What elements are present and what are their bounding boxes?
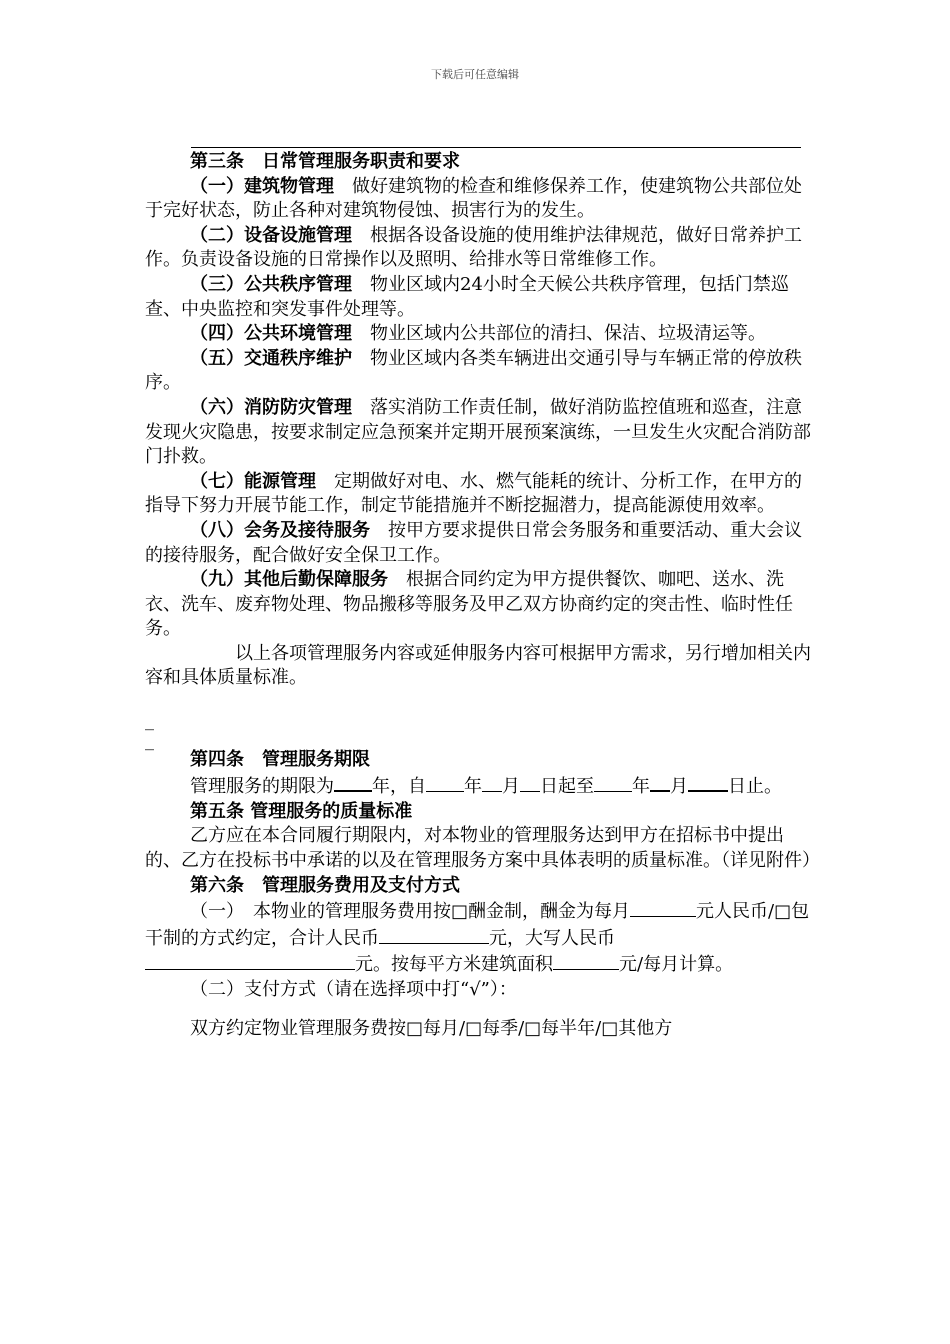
art6-para-3: 双方约定物业管理服务费按□每月/□每季/□每半年/□其他方 <box>190 1017 673 1039</box>
article-6-title: 第六条 管理服务费用及支付方式 <box>190 874 460 896</box>
art3-item-9: （九）其他后勤保障服务 根据合同约定为甲方提供餐饮、咖吧、送水、洗衣、洗车、废弃物处理、物品搬移等服务及甲乙双方协商约定的突击性、临时性任务。 <box>145 569 793 640</box>
blank-end-day[interactable] <box>688 772 728 792</box>
art4-text: 管理服务的期限为 年，自 年 月 日起至 年 月 日止。 <box>145 772 817 800</box>
blank-amount-in-words[interactable] <box>145 951 355 970</box>
blank-end-month[interactable] <box>650 772 670 792</box>
art5-text: 乙方应在本合同履行期限内，对本物业的管理服务达到甲方在招标书中提出的、乙方在投标书中承诺的以及在管理服务方案中具体表明的质量标准。（详见附件） <box>145 825 820 872</box>
blank-price-per-sqm[interactable] <box>553 951 619 970</box>
art3-item-5: （五）交通秩序维护 物业区域内各类车辆进出交通引导与车辆正常的停放秩序。 <box>145 347 802 394</box>
art3-item-6: （六）消防防灾管理 落实消防工作责任制，做好消防监控值班和巡查，注意发现火灾隐患，按要求制定应急预案并定期开展预案演练，一旦发生火灾配合消防部门扑救。 <box>145 396 811 468</box>
header-rule <box>191 147 801 148</box>
art6-para-1: （一） 本物业的管理服务费用按□酬金制，酬金为每月 元人民币/□包干制的方式约定，合计人民币 元，大写人民币元。按每平方米建筑面积 元/每月计算。 <box>145 898 817 978</box>
blank-start-month[interactable] <box>482 773 502 792</box>
article-5-title: 第五条 管理服务的质量标准 <box>190 800 413 822</box>
separator-dash-2: _ <box>145 729 154 751</box>
art6-para-2: （二）支付方式（请在选择项中打“√”）： <box>190 979 517 1000</box>
article-4-title: 第四条 管理服务期限 <box>190 748 370 770</box>
art3-item-4: （四）公共环境管理 物业区域内公共部位的清扫、保洁、垃圾清运等。 <box>190 323 766 345</box>
art3-item-8: （八）会务及接待服务 按甲方要求提供日常会务服务和重要活动、重大会议的接待服务，配合做好安全保卫工作。 <box>145 519 802 566</box>
blank-start-year[interactable] <box>426 773 464 792</box>
blank-total-amount[interactable] <box>379 925 489 944</box>
blank-end-year[interactable] <box>594 773 632 792</box>
art3-item-7: （七）能源管理 定期做好对电、水、燃气能耗的统计、分析工作，在甲方的指导下努力开展节能工作，制定节能措施并不断挖掘潜力，提高能源使用效率。 <box>145 470 802 517</box>
art3-item-1: （一）建筑物管理 做好建筑物的检查和维修保养工作，使建筑物公共部位处于完好状态，防止各种对建筑物侵蚀、损害行为的发生。 <box>145 175 802 222</box>
article-3-title: 第三条 日常管理服务职责和要求 <box>190 151 460 172</box>
art3-closing: 以上各项管理服务内容或延伸服务内容可根据甲方需求，另行增加相关内容和具体质量标准。 <box>145 642 811 689</box>
blank-start-day[interactable] <box>520 773 540 792</box>
blank-monthly-fee[interactable] <box>630 898 696 917</box>
separator-dash-1: _ <box>145 710 154 732</box>
blank-years[interactable] <box>334 772 372 792</box>
art3-item-3: （三）公共秩序管理 物业区域内24小时全天候公共秩序管理，包括门禁巡查、中央监控和突发事件处理等。 <box>145 273 789 320</box>
contract-body <box>145 150 820 1041</box>
art3-item-2: （二）设备设施管理 根据各设备设施的使用维护法律规范，做好日常养护工作。负责设备设施的日常操作以及照明、给排水等日常维修工作。 <box>145 224 802 271</box>
header-watermark: 下载后可任意编辑 <box>431 68 519 81</box>
